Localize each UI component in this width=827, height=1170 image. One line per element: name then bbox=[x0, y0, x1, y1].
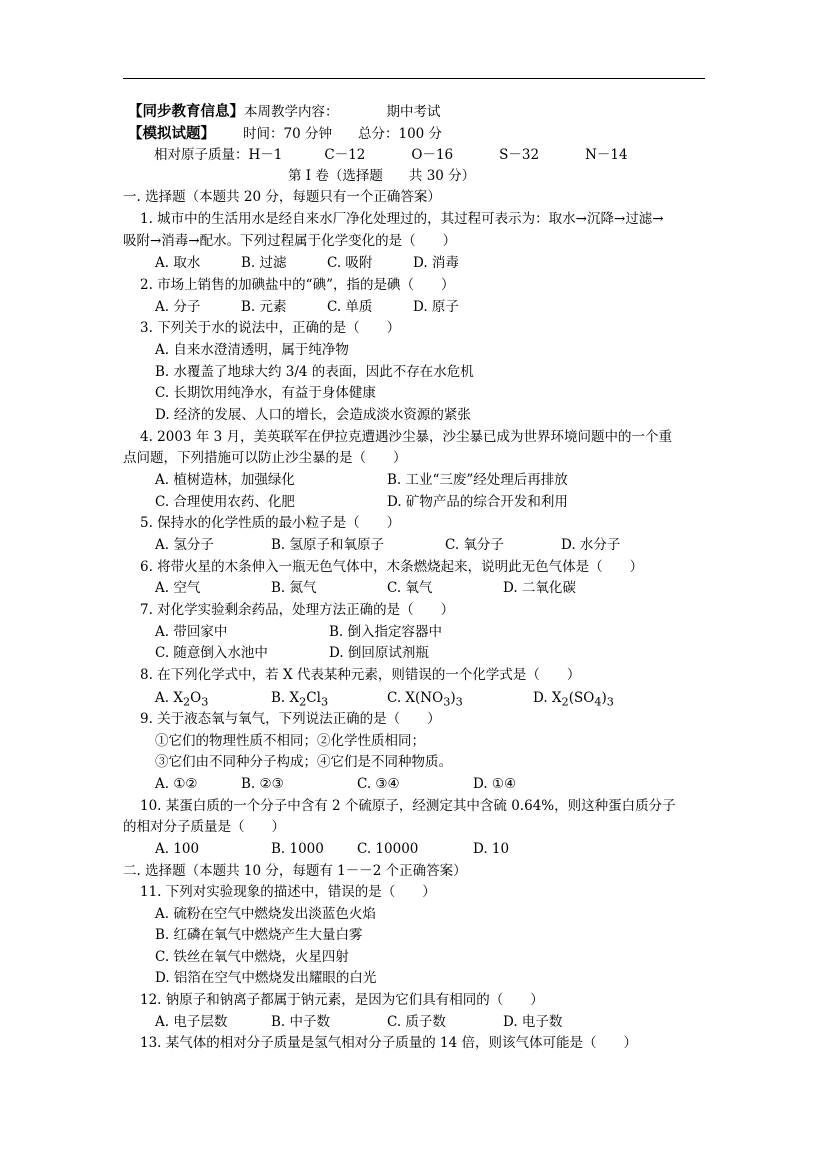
option: C. 随意倒入水池中 bbox=[155, 645, 268, 661]
option: B. 倒入指定容器中 bbox=[329, 624, 443, 640]
exam-score: 总分：100 分 bbox=[357, 126, 443, 142]
option: C. 单质 bbox=[327, 299, 373, 315]
option: D. 水分子 bbox=[561, 537, 621, 553]
question-9-stem: 9. 关于液态氧与氧气，下列说法正确的是（ ） bbox=[140, 711, 441, 727]
option: B. 过滤 bbox=[241, 255, 287, 271]
option: D. 经济的发展、人口的增长，会造成淡水资源的紧张 bbox=[155, 407, 471, 423]
option: A. 分子 bbox=[155, 299, 201, 315]
option: B. 氮气 bbox=[271, 580, 317, 596]
question-9-statement-2: ③它们由不同种分子构成；④它们是不同种物质。 bbox=[155, 754, 452, 770]
section-2-heading: 二. 选择题（本题共 10 分，每题有 1－－2 个正确答案） bbox=[123, 863, 467, 879]
question-9-statement-1: ①它们的物理性质不相同；②化学性质相同； bbox=[155, 733, 425, 749]
question-10-stem: 10. 某蛋白质的一个分子中含有 2 个硫原子，经测定其中含硫 0.64%，则这种蛋白质分子 bbox=[140, 798, 676, 814]
question-8-stem: 8. 在下列化学式中，若 X 代表某种元素，则错误的一个化学式是（ ） bbox=[140, 667, 581, 683]
option: B. 工业“三废”经处理后再排放 bbox=[387, 472, 568, 488]
atomic-mass-label: 相对原子质量： bbox=[154, 147, 249, 163]
option: B. 中子数 bbox=[271, 1014, 331, 1030]
info-line bbox=[128, 103, 441, 121]
option: D. 电子数 bbox=[503, 1014, 563, 1030]
atomic-mass-h: H－1 bbox=[248, 147, 283, 163]
option: B. 氢原子和氧原子 bbox=[271, 537, 385, 553]
option: C. 10000 bbox=[357, 841, 419, 857]
exam-line bbox=[128, 125, 442, 143]
option: D. 消毒 bbox=[413, 255, 459, 271]
option: D. 铝箔在空气中燃烧发出耀眼的白光 bbox=[155, 970, 377, 986]
question-1-options bbox=[155, 255, 459, 272]
volume-title: 第 I 卷（选择题 共 30 分） bbox=[288, 168, 476, 184]
question-2-stem: 2. 市场上销售的加碘盐中的“碘”，指的是碘（ ） bbox=[140, 277, 455, 293]
question-7-options-row2 bbox=[155, 645, 429, 662]
question-10-options bbox=[155, 841, 509, 858]
option: A. 自来水澄清透明，属于纯净物 bbox=[155, 342, 349, 358]
content-value: 期中考试 bbox=[386, 104, 441, 120]
question-7-stem: 7. 对化学实验剩余药品，处理方法正确的是（ ） bbox=[140, 602, 455, 618]
question-4-stem: 4. 2003 年 3 月，美英联军在伊拉克遭遇沙尘暴，沙尘暴已成为世界环境问题中的一个重 bbox=[140, 429, 672, 445]
section-1-heading: 一. 选择题（本题共 20 分，每题只有一个正确答案） bbox=[123, 189, 441, 205]
question-9-options bbox=[155, 776, 516, 793]
option-d: D. $X_2(SO_4)_3$ bbox=[533, 690, 614, 709]
atomic-mass-o: O－16 bbox=[411, 147, 454, 163]
question-2-options bbox=[155, 299, 459, 316]
option: C. ③④ bbox=[357, 776, 400, 792]
option: D. 倒回原试剂瓶 bbox=[329, 645, 429, 661]
option: A. 植树造林，加强绿化 bbox=[155, 472, 295, 488]
question-6-stem: 6. 将带火星的木条伸入一瓶无色气体中，木条燃烧起来，说明此无色气体是（ ） bbox=[140, 559, 644, 575]
option-b: B. $X_2Cl_3$ bbox=[271, 690, 329, 709]
option: B. ②③ bbox=[241, 776, 284, 792]
option: C. 合理使用农药、化肥 bbox=[155, 494, 295, 510]
question-11-stem: 11. 下列对实验现象的描述中，错误的是（ ） bbox=[140, 884, 436, 900]
question-4-options-row1 bbox=[155, 472, 568, 489]
option: C. 铁丝在氧气中燃烧，火星四射 bbox=[155, 949, 349, 965]
header-rule bbox=[123, 78, 705, 79]
option: A. 电子层数 bbox=[155, 1014, 228, 1030]
option: B. 1000 bbox=[271, 841, 324, 857]
option: C. 质子数 bbox=[387, 1014, 446, 1030]
option: D. 矿物产品的综合开发和利用 bbox=[387, 494, 568, 510]
question-4-options-row2 bbox=[155, 494, 568, 511]
question-5-stem: 5. 保持水的化学性质的最小粒子是（ ） bbox=[140, 515, 401, 531]
question-3-stem: 3. 下列关于水的说法中，正确的是（ ） bbox=[140, 320, 401, 336]
option: C. 吸附 bbox=[327, 255, 373, 271]
question-4-stem-cont: 点问题，下列措施可以防止沙尘暴的是（ ） bbox=[123, 450, 407, 466]
option: A. ①② bbox=[155, 776, 198, 792]
question-12-stem: 12. 钠原子和钠离子都属于钠元素，是因为它们具有相同的（ ） bbox=[140, 992, 544, 1008]
option: C. 氧气 bbox=[387, 580, 433, 596]
option: B. 水覆盖了地球大约 3/4 的表面，因此不存在水危机 bbox=[155, 364, 474, 380]
atomic-mass-c: C－12 bbox=[324, 147, 366, 163]
option: A. 硫粉在空气中燃烧发出淡蓝色火焰 bbox=[155, 906, 376, 922]
question-1-stem-cont: 吸附→消毒→配水。下列过程属于化学变化的是（ ） bbox=[123, 233, 457, 249]
option: B. 元素 bbox=[241, 299, 287, 315]
option: D. 二氧化碳 bbox=[503, 580, 576, 596]
option: D. 原子 bbox=[413, 299, 459, 315]
question-12-options bbox=[155, 1014, 562, 1031]
option: A. 带回家中 bbox=[155, 624, 228, 640]
option: A. 氢分子 bbox=[155, 537, 214, 553]
option: B. 红磷在氧气中燃烧产生大量白雾 bbox=[155, 927, 363, 943]
atomic-mass-s: S－32 bbox=[499, 147, 540, 163]
atomic-mass-line bbox=[154, 147, 628, 164]
option: C. 长期饮用纯净水，有益于身体健康 bbox=[155, 385, 376, 401]
option: D. ①④ bbox=[473, 776, 517, 792]
option: C. 氧分子 bbox=[445, 537, 504, 553]
option: D. 10 bbox=[473, 841, 510, 857]
option-c: C. $X(NO_3)_3$ bbox=[387, 690, 463, 709]
option: A. 100 bbox=[155, 841, 200, 857]
question-1-stem: 1. 城市中的生活用水是经自来水厂净化处理过的，其过程可表示为：取水→沉降→过滤→ bbox=[140, 211, 664, 227]
option-a: A. $X_2O_3$ bbox=[155, 690, 209, 709]
question-8-options bbox=[155, 690, 614, 711]
question-7-options-row1 bbox=[155, 624, 442, 641]
atomic-mass-n: N－14 bbox=[585, 147, 628, 163]
question-6-options bbox=[155, 580, 576, 597]
option: A. 取水 bbox=[155, 255, 201, 271]
question-5-options bbox=[155, 537, 620, 554]
question-10-stem-cont: 的相对分子质量是（ ） bbox=[123, 819, 285, 835]
exam-time: 时间：70 分钟 bbox=[243, 126, 332, 142]
question-13-stem: 13. 某气体的相对分子质量是氢气相对分子质量的 14 倍，则该气体可能是（ ） bbox=[140, 1035, 638, 1051]
sync-info-tag: 【同步教育信息】 bbox=[128, 103, 244, 120]
mock-exam-tag: 【模拟试题】 bbox=[128, 125, 215, 142]
option: A. 空气 bbox=[155, 580, 201, 596]
content-label: 本周教学内容： bbox=[244, 104, 339, 120]
